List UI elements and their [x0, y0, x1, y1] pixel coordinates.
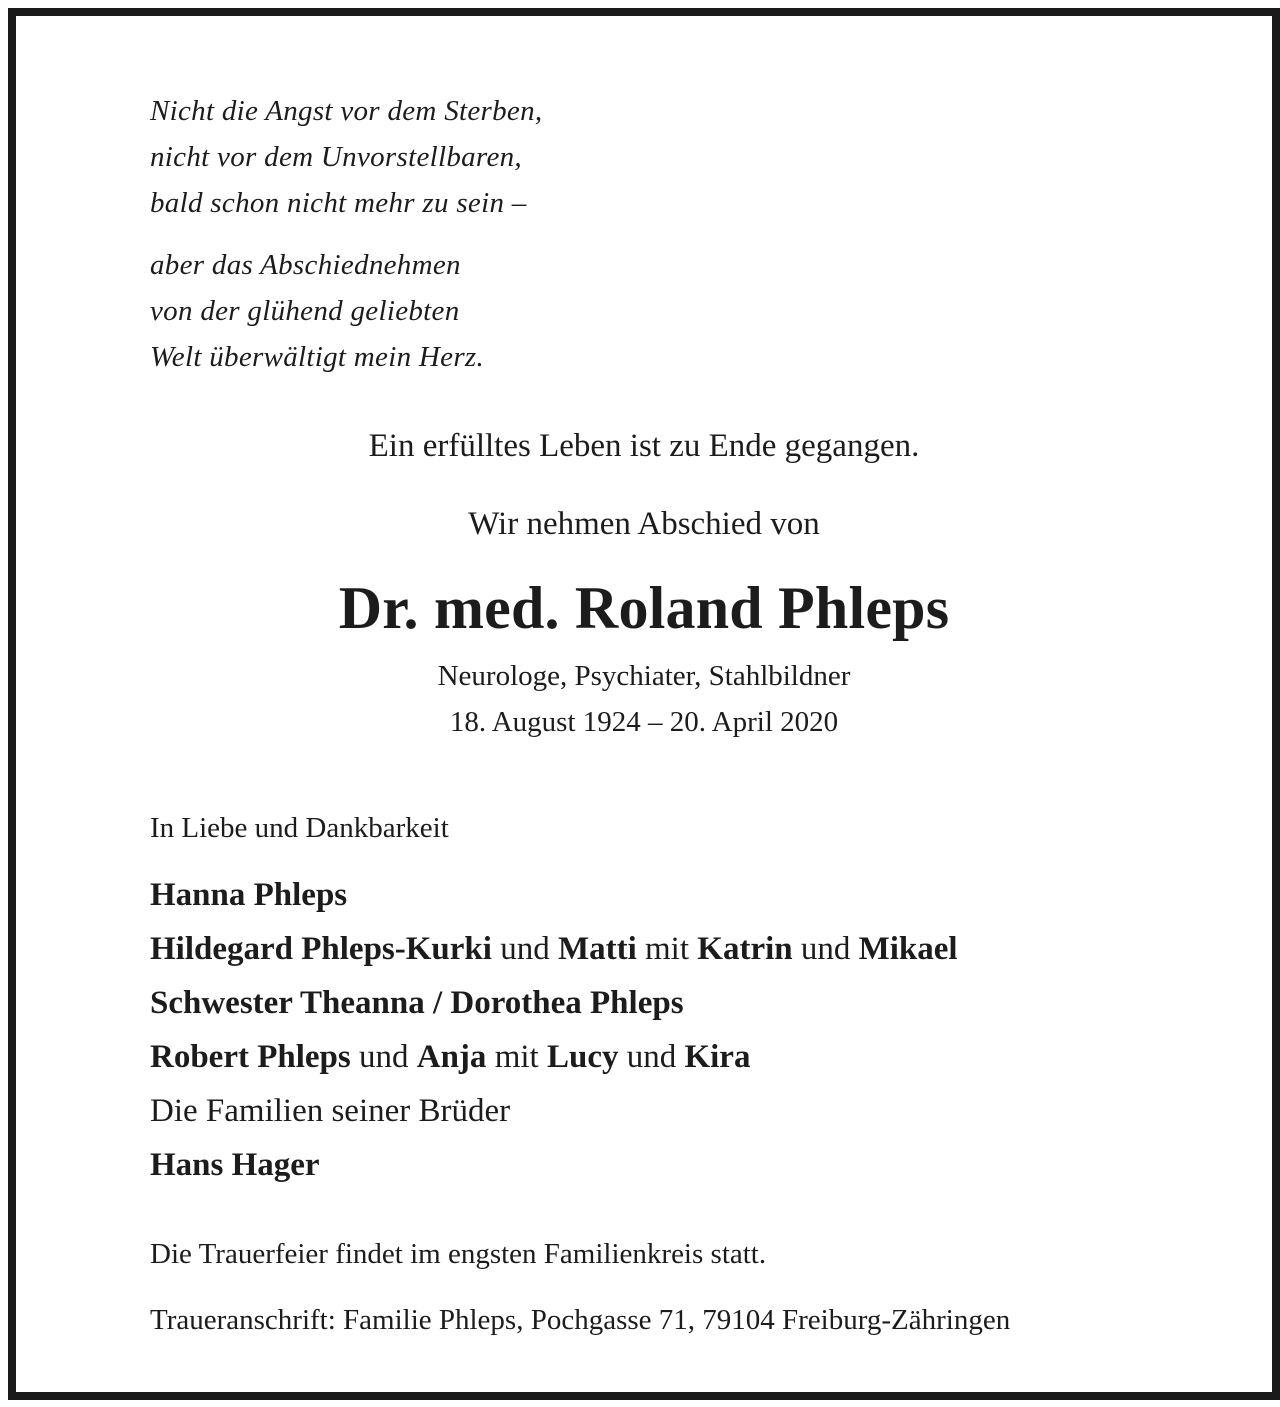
- mourner-line: [150, 1138, 958, 1192]
- mourner-line: [150, 976, 958, 1030]
- intro-line-2: Wir nehmen Abschied von: [468, 506, 820, 542]
- poem-line: bald schon nicht mehr zu sein –: [150, 187, 527, 219]
- mourning-address: Traueranschrift: Familie Phleps, Pochgasse 71, 79104 Freiburg-Zähringen: [150, 1304, 1011, 1336]
- mourners-heading: In Liebe und Dankbarkeit: [150, 812, 449, 844]
- deceased-name: Dr. med. Roland Phleps: [338, 575, 950, 641]
- mourner-line: [150, 922, 958, 976]
- poem-line: aber das Abschiednehmen: [150, 249, 461, 281]
- mourner-name: Robert Phleps: [150, 1039, 351, 1075]
- mourner-connector: und: [491, 931, 558, 967]
- mourner-connector: und: [792, 931, 859, 967]
- poem-stanza-2: [150, 242, 484, 380]
- poem-stanza-1: [150, 88, 542, 226]
- poem-line: Welt überwältigt mein Herz.: [150, 341, 485, 373]
- mourner-connector: mit: [636, 931, 698, 967]
- mourner-name: Hans Hager: [150, 1147, 320, 1183]
- mourner-name: Hanna Phleps: [150, 877, 348, 913]
- poem-line: Nicht die Angst vor dem Sterben,: [150, 95, 543, 127]
- intro-line-1: Ein erfülltes Leben ist zu Ende gegangen.: [368, 428, 920, 464]
- mourner-connector: und: [618, 1039, 685, 1075]
- mourner-line: [150, 1030, 958, 1084]
- life-dates: 18. August 1924 – 20. April 2020: [449, 706, 839, 738]
- mourner-connector: Die Familien seiner Brüder: [150, 1093, 511, 1129]
- mourner-name: Anja: [416, 1039, 487, 1075]
- mourners-list: [150, 868, 958, 1192]
- poem-line: nicht vor dem Unvorstellbaren,: [150, 141, 522, 173]
- mourner-connector: mit: [486, 1039, 547, 1075]
- mourner-name: Matti: [557, 931, 637, 967]
- mourner-connector: und: [350, 1039, 417, 1075]
- mourner-line: [150, 868, 958, 922]
- obituary-frame: [8, 8, 1280, 1400]
- mourner-name: Schwester Theanna / Dorothea Phleps: [150, 985, 684, 1021]
- mourner-name: Mikael: [858, 931, 958, 967]
- deceased-profession: Neurologe, Psychiater, Stahlbildner: [437, 660, 851, 692]
- mourner-line: [150, 1084, 958, 1138]
- mourner-name: Lucy: [546, 1039, 619, 1075]
- mourner-name: Katrin: [697, 931, 793, 967]
- poem-line: von der glühend geliebten: [150, 295, 460, 327]
- mourner-name: Hildegard Phleps-Kurki: [150, 931, 492, 967]
- mourner-name: Kira: [684, 1039, 751, 1075]
- ceremony-notice: Die Trauerfeier findet im engsten Familienkreis statt.: [150, 1238, 767, 1270]
